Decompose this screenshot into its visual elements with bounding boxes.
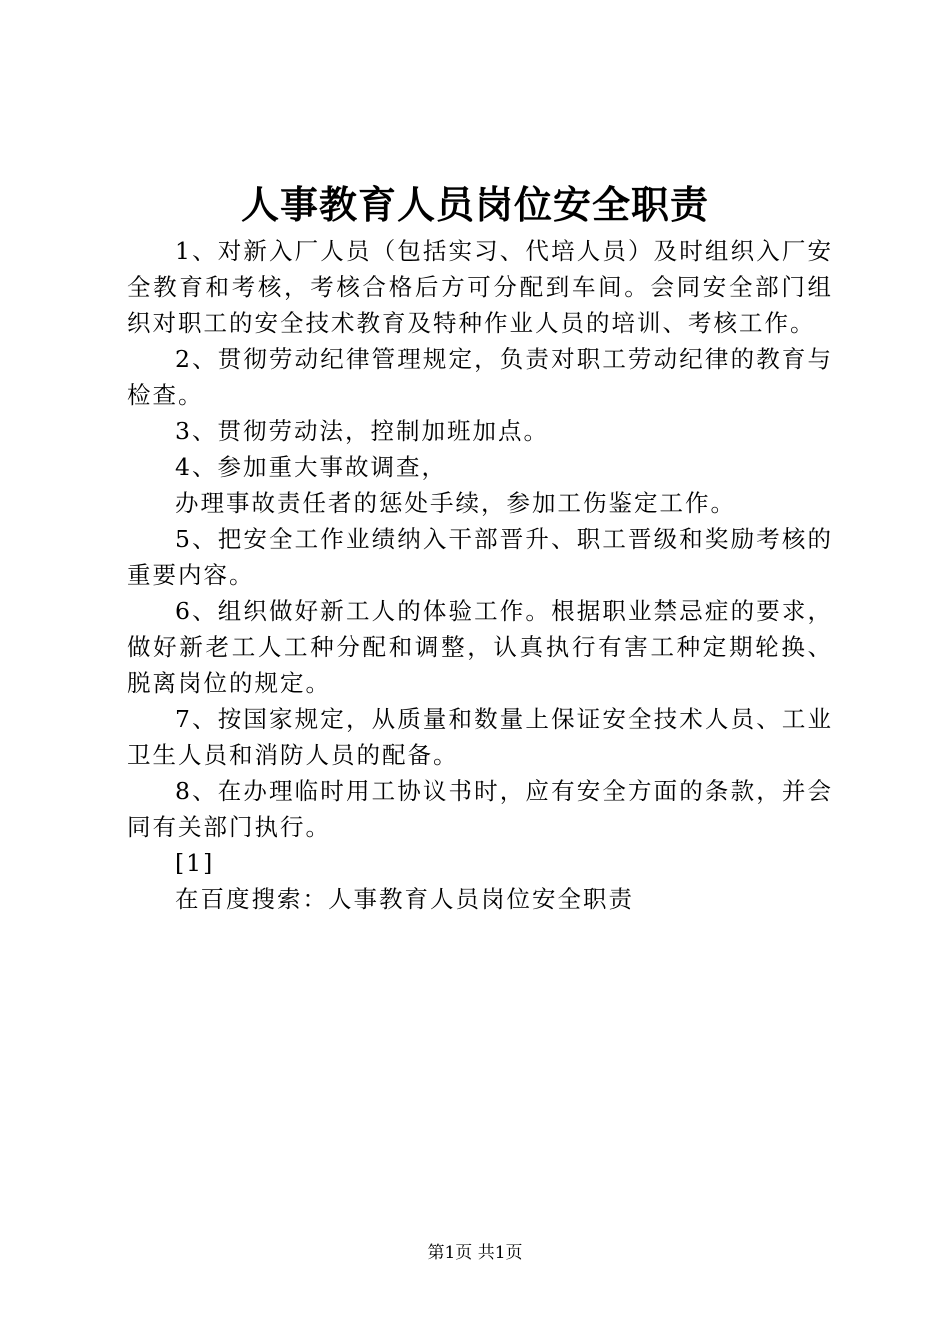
paragraph-2: 2、贯彻劳动纪律管理规定，负责对职工劳动纪律的教育与检查。 — [127, 345, 833, 409]
paragraph-5: 5、把安全工作业绩纳入干部晋升、职工晋级和奖励考核的重要内容。 — [127, 525, 833, 589]
paragraph-3: 3、贯彻劳动法，控制加班加点。 — [175, 417, 549, 445]
paragraph-7: 7、按国家规定，从质量和数量上保证安全技术人员、工业卫生人员和消防人员的配备。 — [127, 705, 833, 769]
page-title: 人事教育人员岗位安全职责 — [240, 182, 709, 227]
paragraph-4-continued: 办理事故责任者的惩处手续，参加工伤鉴定工作。 — [175, 489, 736, 517]
document-body — [127, 233, 833, 917]
reference-mark: [1] — [175, 849, 215, 877]
search-hint: 在百度搜索：人事教育人员岗位安全职责 — [175, 885, 634, 913]
page-footer: 第1页 共1页 — [427, 1243, 523, 1263]
paragraph-6: 6、组织做好新工人的体验工作。根据职业禁忌症的要求，做好新老工人工种分配和调整，认真执行有害工种定期轮换、脱离岗位的规定。 — [127, 597, 833, 697]
paragraph-1: 1、对新入厂人员（包括实习、代培人员）及时组织入厂安全教育和考核，考核合格后方可分配到车间。会同安全部门组织对职工的安全技术教育及特种作业人员的培训、考核工作。 — [127, 237, 833, 337]
paragraph-4: 4、参加重大事故调查， — [175, 453, 447, 481]
paragraph-8: 8、在办理临时用工协议书时，应有安全方面的条款，并会同有关部门执行。 — [127, 777, 833, 841]
